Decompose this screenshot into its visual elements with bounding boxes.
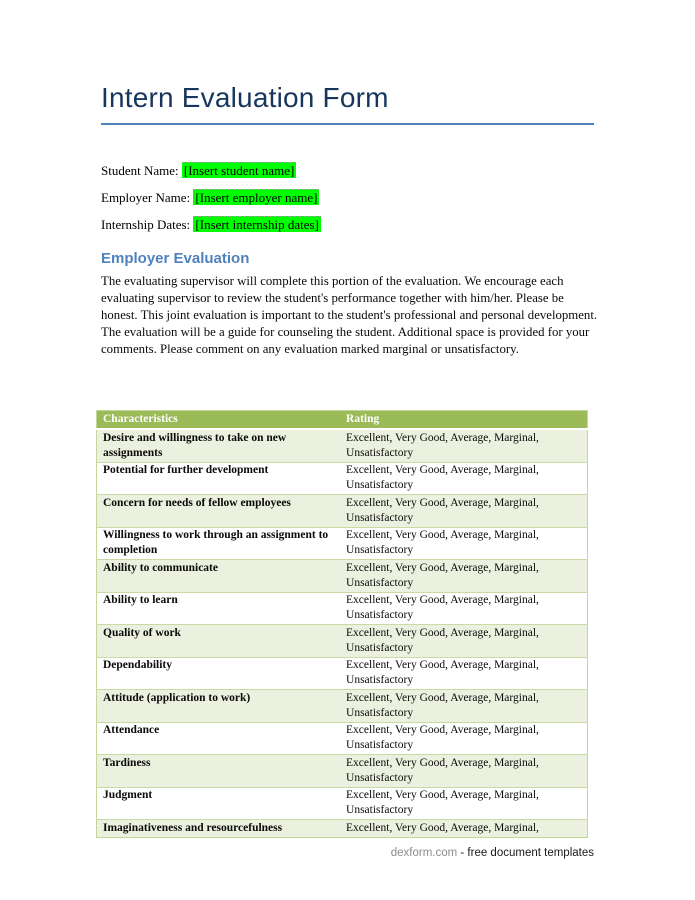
- table-row: [97, 560, 588, 593]
- internship-dates-row: [101, 211, 594, 238]
- characteristic-cell: Dependability: [97, 657, 341, 690]
- rating-cell: Excellent, Very Good, Average, Marginal, Unsatisfactory: [340, 560, 587, 593]
- table-row: [97, 495, 588, 528]
- table-row-cut-by-page-break: [97, 820, 588, 838]
- characteristic-cell: Attendance: [97, 722, 341, 755]
- table-row: [97, 429, 588, 462]
- table-row: [97, 722, 588, 755]
- table-row: [97, 755, 588, 788]
- internship-dates-placeholder[interactable]: [Insert internship dates]: [195, 217, 319, 232]
- evaluation-table: [96, 410, 588, 838]
- characteristic-cell: Concern for needs of fellow employees: [97, 495, 341, 528]
- table-row: [97, 527, 588, 560]
- table-row: [97, 592, 588, 625]
- column-header-rating: Rating: [340, 411, 587, 430]
- table-row: [97, 462, 588, 495]
- footer-tagline: - free document templates: [457, 847, 594, 859]
- characteristic-cell: Imaginativeness and resourcefulness: [97, 820, 341, 838]
- characteristic-cell: Willingness to work through an assignment to completion: [97, 527, 341, 560]
- table-row: [97, 625, 588, 658]
- characteristic-cell: Ability to learn: [97, 592, 341, 625]
- table-row: [97, 657, 588, 690]
- rating-cell: Excellent, Very Good, Average, Marginal, Unsatisfactory: [340, 722, 587, 755]
- characteristic-cell: Desire and willingness to take on new assignments: [103, 431, 287, 459]
- characteristic-cell: Quality of work: [97, 625, 341, 658]
- characteristic-cell: Potential for further development: [97, 462, 341, 495]
- rating-cell: Excellent, Very Good, Average, Marginal, Unsatisfactory: [340, 462, 587, 495]
- rating-cell: Excellent, Very Good, Average, Marginal, Unsatisfactory: [340, 787, 587, 820]
- rating-cell: Excellent, Very Good, Average, Marginal, Unsatisfactory: [340, 657, 587, 690]
- employer-name-row: [101, 184, 594, 211]
- internship-dates-label: Internship Dates:: [101, 217, 191, 232]
- characteristic-cell: Tardiness: [97, 755, 341, 788]
- rating-cell: Excellent, Very Good, Average, Marginal, Unsatisfactory: [340, 495, 587, 528]
- employer-name-label: Employer Name:: [101, 190, 191, 205]
- employer-name-placeholder[interactable]: [Insert employer name]: [195, 190, 318, 205]
- student-name-label: Student Name:: [101, 163, 179, 178]
- page-title: Intern Evaluation Form: [101, 82, 594, 125]
- rating-cell: Excellent, Very Good, Average, Marginal, Unsatisfactory: [340, 755, 587, 788]
- table-header-row: [97, 411, 588, 430]
- employer-evaluation-section: [101, 250, 598, 358]
- rating-cell: Excellent, Very Good, Average, Marginal, Unsatisfactory: [340, 527, 587, 560]
- rating-cell: Excellent, Very Good, Average, Marginal, Unsatisfactory: [340, 625, 587, 658]
- table-row: [97, 690, 588, 723]
- rating-cell: Excellent, Very Good, Average, Marginal, Unsatisfactory: [346, 431, 539, 459]
- rating-cell: Excellent, Very Good, Average, Marginal,: [340, 820, 587, 838]
- rating-cell: Excellent, Very Good, Average, Marginal, Unsatisfactory: [340, 592, 587, 625]
- rating-cell: Excellent, Very Good, Average, Marginal, Unsatisfactory: [340, 690, 587, 723]
- table-row: [97, 787, 588, 820]
- student-name-placeholder[interactable]: [Insert student name]: [183, 163, 295, 178]
- column-header-characteristics: Characteristics: [97, 411, 341, 430]
- characteristic-cell: Attitude (application to work): [97, 690, 341, 723]
- section-heading: Employer Evaluation: [101, 250, 250, 267]
- characteristic-cell: Ability to communicate: [97, 560, 341, 593]
- footer-brand-link[interactable]: dexform.com: [390, 847, 458, 859]
- page-footer: [101, 847, 594, 859]
- section-body-paragraph: The evaluating supervisor will complete this portion of the evaluation. We encourage each evaluating supervisor to review the student's performance together with him/her. Please be honest. This joint evaluation is important to the student's professional and personal development. The evaluation will be a guide for counseling the student. Additional space is provided for your comments. Please comment on any evaluation marked marginal or unsatisfactory.: [101, 274, 598, 356]
- student-name-row: [101, 157, 594, 184]
- characteristic-cell: Judgment: [97, 787, 341, 820]
- form-fields: [101, 157, 594, 238]
